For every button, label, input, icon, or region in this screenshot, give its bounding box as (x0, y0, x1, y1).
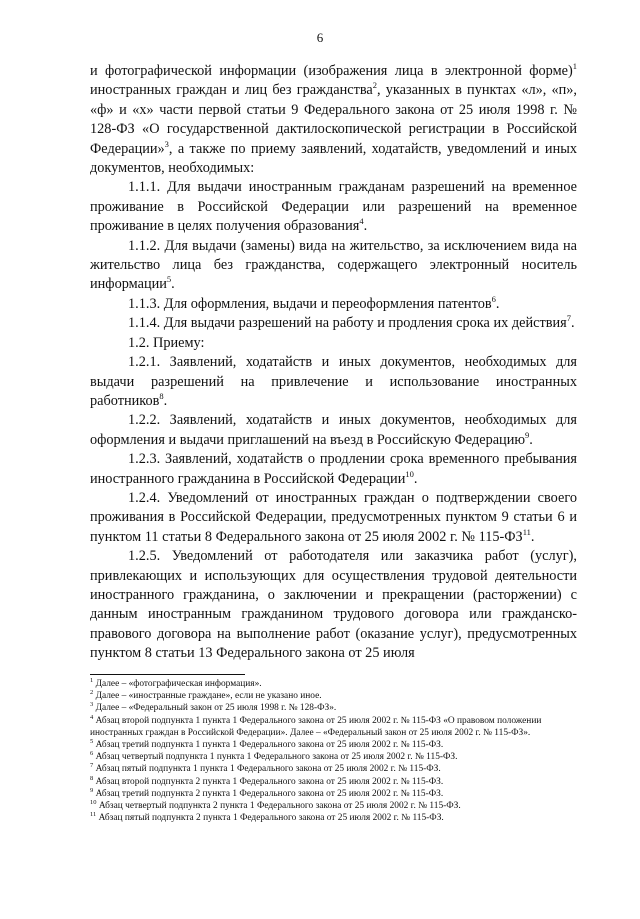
footnote-ref: 5 (166, 274, 172, 285)
footnote-separator (90, 674, 245, 675)
paragraph (90, 353, 577, 411)
paragraph (90, 237, 577, 295)
paragraph (90, 314, 577, 333)
text-run: 1.1.3. Для оформления, выдачи и переоформления патентов (128, 295, 492, 312)
footnote-number: 9 (90, 786, 94, 794)
footnote-text: Далее – «Федеральный закон от 25 июля 1998 г. № 128-ФЗ». (93, 703, 337, 714)
text-run: . (163, 392, 168, 409)
footnote-number: 4 (90, 713, 94, 721)
footnote-text: Далее – «фотографическая информация». (93, 679, 262, 689)
text-run: . (495, 295, 500, 312)
footnote-number: 1 (90, 676, 94, 684)
footnote-number: 3 (90, 701, 94, 709)
footnote-number: 5 (90, 737, 94, 745)
text-run: иностранных граждан и лиц без гражданства (90, 82, 373, 99)
footnote-ref: 4 (359, 216, 364, 227)
footnote-text: Абзац четвертый подпункта 2 пункта 1 Федерального закона от 25 июля 2002 г. № 115-ФЗ. (96, 801, 461, 812)
text-run: , указанных в пунктах «л», «п», «ф» и «х» части первой статьи 9 Федерального закона от 25 июля 1998 г. № 128-ФЗ «О государственной дактилоскопической регистрации в Российской Федерации» (90, 82, 578, 157)
footnote (90, 751, 577, 763)
footnote-ref: 7 (566, 313, 571, 324)
footnote-text: Абзац второй подпункта 2 пункта 1 Федерального закона от 25 июля 2002 г. № 115-ФЗ. (93, 776, 444, 787)
footnote-ref: 8 (159, 391, 164, 402)
footnote-number: 7 (90, 762, 94, 770)
footnote-text: Абзац третий подпункта 1 пункта 1 Федерального закона от 25 июля 2002 г. № 115-ФЗ. (93, 740, 444, 751)
footnote-ref: 3 (164, 138, 169, 149)
paragraph (90, 450, 577, 489)
footnote (90, 690, 577, 702)
footnote-ref: 11 (522, 526, 531, 537)
text-run: 1.2.3. Заявлений, ходатайств о продлении срока временного пребывания иностранного гражданина в Российской Федерации (90, 451, 577, 487)
paragraph (90, 334, 577, 353)
footnote-ref: 2 (372, 80, 377, 91)
footnote-ref: 6 (491, 294, 496, 305)
paragraph (90, 62, 577, 178)
footnote-ref: 10 (405, 468, 414, 479)
text-run: 1.2. Приему: (128, 334, 205, 351)
text-run: 1.1.4. Для выдачи разрешений на работу и продления срока их действия (128, 315, 567, 332)
text-run: 1.2.4. Уведомлений от иностранных граждан о подтверждении своего проживания в Российской Федерации, предусмотренных пунктом 9 статьи 6 и пунктом 11 статьи 8 Федерального закона от 25 июля 2002 г. № 115-ФЗ (90, 489, 577, 545)
footnote-number: 8 (90, 774, 94, 782)
footnote-text: Абзац пятый подпункта 1 пункта 1 Федерального закона от 25 июля 2002 г. № 115-ФЗ. (93, 764, 441, 775)
paragraph (90, 489, 577, 547)
text-run: 1.2.2. Заявлений, ходатайств и иных документов, необходимых для оформления и выдачи приглашений на въезд в Российскую Федерацию (90, 412, 577, 448)
paragraph (90, 295, 577, 314)
footnote (90, 702, 577, 714)
footnote (90, 788, 577, 800)
footnote-text: Абзац третий подпункта 2 пункта 1 Федерального закона от 25 июля 2002 г. № 115-ФЗ. (93, 788, 444, 799)
text-run: 1.1.2. Для выдачи (замены) вида на жительство, за исключением вида на жительство лица без гражданства, содержащего электронный носитель информации (90, 237, 577, 293)
footnote (90, 763, 577, 775)
footnote (90, 678, 577, 690)
footnote-text: Абзац четвертый подпункта 1 пункта 1 Федерального закона от 25 июля 2002 г. № 115-ФЗ. (93, 752, 458, 763)
text-run: 1.1.1. Для выдачи иностранным гражданам разрешений на временное проживание в Российской Федерации или разрешений на временное проживание в целях получения образования (90, 179, 577, 235)
text-run: и фотографической информации (изображения лица в электронной форме) (90, 63, 573, 79)
footnote-number: 2 (90, 689, 94, 697)
footnote (90, 715, 577, 739)
text-run: . (529, 431, 533, 448)
footnote-text: Абзац пятый подпункта 2 пункта 1 Федерального закона от 25 июля 2002 г. № 115-ФЗ. (96, 813, 444, 824)
footnotes (90, 678, 577, 824)
text-run: . (363, 218, 368, 235)
text-run: 1.2.1. Заявлений, ходатайств и иных документов, необходимых для выдачи разрешений на привлечение и использование иностранных работников (90, 354, 577, 409)
text-run: . (171, 276, 175, 293)
footnote-number: 11 (90, 811, 97, 819)
footnote (90, 800, 577, 812)
footnote-ref: 1 (572, 61, 577, 72)
body-text (90, 62, 577, 664)
text-run: . (570, 315, 575, 332)
footnote (90, 812, 577, 824)
text-run: , а также по приему заявлений, ходатайств, уведомлений и иных документов, необходимых: (90, 140, 577, 177)
paragraph (90, 178, 577, 236)
text-run: 1.2.5. Уведомлений от работодателя или заказчика работ (услуг), привлекающих и использующих для осуществления трудовой деятельности иностранного гражданина, о заключении и прекращении (расторжении) с данным иностранным гражданином трудового договора или гражданско-правового договора на выполнение работ (оказание услуг), предусмотренных пунктом 8 статьи 13 Федерального закона от 25 июля (90, 548, 577, 662)
footnote-text: Далее – «иностранные граждане», если не указано иное. (93, 691, 322, 702)
footnote-ref: 9 (525, 429, 530, 440)
text-run: . (413, 470, 418, 487)
paragraph (90, 411, 577, 450)
paragraph (90, 547, 577, 663)
page-number: 6 (316, 30, 324, 45)
footnote-number: 10 (90, 798, 97, 806)
footnote-number: 6 (90, 750, 94, 758)
footnote (90, 739, 577, 751)
footnote (90, 776, 577, 788)
text-run: . (530, 528, 535, 545)
footnote-text: Абзац второй подпункта 1 пункта 1 Федерального закона от 25 июля 2002 г. № 115-ФЗ «О правовом положении иностранных граждан в Российской Федерации». Далее – «Федеральный закон от 25 июля 2002 г. № 115-ФЗ». (90, 715, 542, 738)
